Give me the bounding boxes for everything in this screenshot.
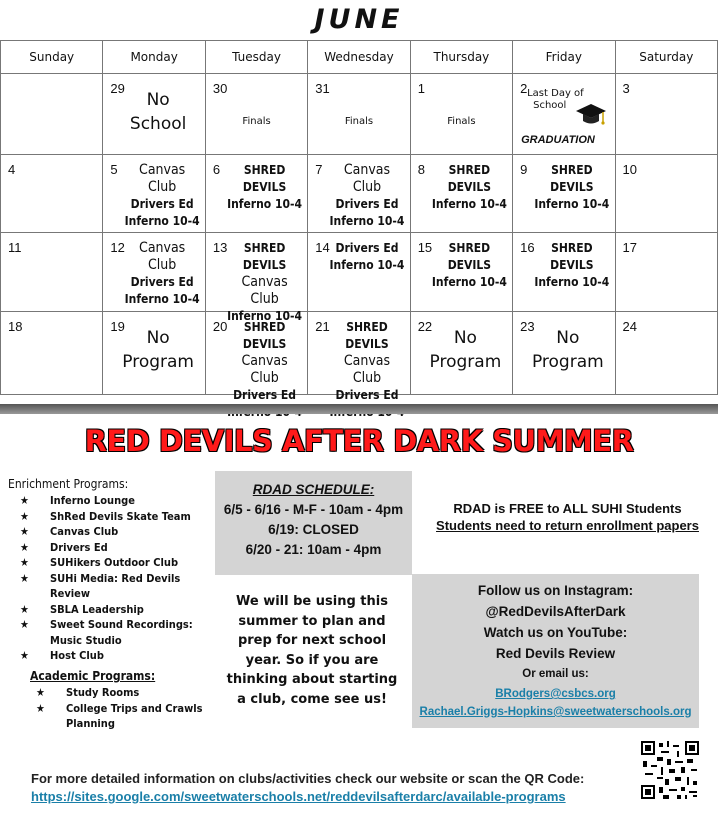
day-number: 23 bbox=[520, 319, 535, 334]
activity-list bbox=[328, 162, 405, 230]
activity-item: Drivers Ed bbox=[130, 275, 194, 289]
schedule-title: RDAD SCHEDULE: bbox=[252, 482, 375, 497]
activity-list bbox=[533, 240, 610, 291]
no-program-line: Program bbox=[429, 352, 502, 372]
calendar-day[interactable] bbox=[103, 74, 205, 155]
activity-item: SHRED DEVILS bbox=[550, 241, 594, 272]
day-number: 19 bbox=[110, 319, 125, 334]
program-item: ★ Drivers Ed bbox=[20, 540, 218, 556]
calendar-day[interactable] bbox=[103, 312, 205, 395]
graduation-cap-icon bbox=[575, 102, 607, 128]
day-number: 12 bbox=[110, 240, 125, 255]
day-number: 7 bbox=[315, 162, 323, 177]
calendar-day[interactable] bbox=[615, 74, 717, 155]
day-number: 1 bbox=[417, 81, 425, 96]
email-link-1[interactable]: BRodgers@csbcs.org bbox=[495, 688, 616, 700]
calendar-day[interactable] bbox=[513, 312, 615, 395]
instagram-handle[interactable]: @RedDevilsAfterDark bbox=[485, 604, 626, 619]
finals-note: Finals bbox=[242, 116, 271, 127]
activity-item: Canvas Club bbox=[343, 162, 391, 195]
calendar-day[interactable] bbox=[513, 155, 615, 233]
weekday-header: Sunday bbox=[1, 41, 103, 74]
weekday-header: Wednesday bbox=[308, 41, 410, 74]
calendar-day[interactable] bbox=[410, 155, 512, 233]
calendar-day[interactable] bbox=[308, 233, 410, 312]
day-number: 30 bbox=[212, 81, 228, 96]
activity-item: SHRED DEVILS bbox=[242, 320, 287, 351]
activity-item: SHRED DEVILS bbox=[447, 163, 492, 194]
activity-item: Inferno 10-4 bbox=[329, 214, 405, 228]
activity-list bbox=[431, 240, 508, 291]
calendar-day[interactable] bbox=[615, 312, 717, 395]
plan-message: We will be using this summer to plan and prep for next school year. So if you are thinking about starting a club, come see us! bbox=[226, 594, 398, 707]
weekday-header: Tuesday bbox=[205, 41, 307, 74]
email-link-2[interactable]: Rachael.Griggs-Hopkins@sweetwaterschools.org bbox=[419, 706, 692, 718]
free-notice bbox=[425, 500, 710, 534]
enrichment-title: Enrichment Programs: bbox=[8, 477, 129, 491]
activity-item: Inferno 10-4 bbox=[124, 292, 200, 306]
program-item: ★ SUHi Media: Red Devils Review bbox=[20, 571, 218, 602]
no-program-line: Program bbox=[122, 352, 194, 372]
activity-item: Drivers Ed bbox=[130, 197, 194, 211]
activity-item: Inferno 10-4 bbox=[227, 309, 303, 323]
finals-note: Finals bbox=[344, 116, 374, 127]
schedule-line: 6/19: CLOSED bbox=[268, 522, 359, 537]
program-item: ★ Study Rooms bbox=[36, 685, 220, 701]
day-number: 15 bbox=[417, 240, 433, 255]
email-label: Or email us: bbox=[522, 668, 589, 680]
calendar-day[interactable] bbox=[205, 233, 307, 323]
day-number: 22 bbox=[417, 319, 433, 334]
activity-item: SHRED DEVILS bbox=[242, 163, 287, 194]
day-number: 21 bbox=[315, 319, 330, 334]
activity-item: Inferno 10-4 bbox=[534, 275, 610, 289]
calendar-day[interactable] bbox=[410, 233, 512, 312]
no-program-line: School bbox=[129, 114, 187, 134]
banner-title: RED DEVILS AFTER DARK SUMMER bbox=[84, 424, 634, 458]
calendar-day[interactable] bbox=[1, 155, 103, 233]
program-item: ★ Canvas Club bbox=[20, 524, 218, 540]
day-number: 29 bbox=[110, 81, 125, 96]
weekday-header-row bbox=[1, 41, 718, 74]
finals-note: Finals bbox=[447, 116, 476, 127]
activity-item: Canvas Club bbox=[241, 353, 288, 386]
day-number: 14 bbox=[315, 240, 330, 255]
academic-title: Academic Programs: bbox=[30, 669, 156, 683]
program-item: ★ SBLA Leadership bbox=[20, 602, 218, 618]
section-divider bbox=[0, 404, 718, 414]
calendar-grid bbox=[0, 40, 718, 402]
calendar-day[interactable] bbox=[205, 312, 307, 402]
day-number: 2 bbox=[520, 81, 528, 96]
program-item: ★ College Trips and Crawls Planning bbox=[36, 701, 220, 732]
schedule-line: 6/5 - 6/16 - M-F - 10am - 4pm bbox=[223, 502, 404, 517]
qr-code-icon[interactable] bbox=[641, 741, 699, 799]
last-day-line: Last Day of bbox=[527, 88, 584, 99]
calendar-day[interactable] bbox=[410, 312, 512, 395]
activity-item: Inferno 10-4 bbox=[227, 197, 303, 211]
activity-item: SHRED DEVILS bbox=[550, 163, 594, 194]
day-number: 16 bbox=[520, 240, 535, 255]
day-number: 13 bbox=[212, 240, 228, 255]
activity-item: Canvas Club bbox=[343, 353, 391, 386]
activity-item: Inferno 10-4 bbox=[431, 197, 507, 211]
program-item: ★ SUHikers Outdoor Club bbox=[20, 555, 218, 571]
day-number: 8 bbox=[417, 162, 425, 177]
weekday-header: Friday bbox=[513, 41, 615, 74]
activity-list bbox=[533, 162, 610, 213]
no-program-line: Program bbox=[531, 352, 604, 372]
day-number: 6 bbox=[212, 162, 221, 177]
day-number: 3 bbox=[622, 81, 630, 96]
activity-item: Drivers Ed bbox=[233, 388, 297, 402]
calendar-day[interactable] bbox=[308, 155, 410, 233]
calendar-day[interactable] bbox=[103, 233, 205, 312]
activity-item: Canvas Club bbox=[139, 240, 186, 273]
calendar-week bbox=[1, 312, 718, 395]
no-program-note bbox=[115, 88, 200, 136]
program-item: ★ Host Club bbox=[20, 648, 218, 664]
activity-item: Inferno 10-4 bbox=[329, 258, 405, 272]
calendar-day[interactable] bbox=[205, 74, 307, 155]
no-program-line: No bbox=[556, 328, 580, 348]
program-item: ★ Sweet Sound Recordings: Music Studio bbox=[20, 617, 218, 648]
day-number: 18 bbox=[8, 319, 23, 334]
day-number: 17 bbox=[622, 240, 637, 255]
academic-programs bbox=[30, 669, 220, 732]
last-day-line: School bbox=[533, 100, 567, 111]
day-number: 5 bbox=[110, 162, 118, 177]
activity-item: Canvas Club bbox=[139, 162, 186, 195]
calendar-day[interactable] bbox=[205, 155, 307, 233]
activity-item: Drivers Ed bbox=[335, 388, 399, 402]
activity-item: SHRED DEVILS bbox=[447, 241, 492, 272]
youtube-label: Watch us on YouTube: bbox=[483, 625, 628, 640]
footer-text: For more detailed information on clubs/activities check our website or scan the QR Code: bbox=[31, 771, 585, 786]
weekday-header: Thursday bbox=[410, 41, 512, 74]
calendar-day[interactable] bbox=[410, 74, 512, 155]
day-number: 24 bbox=[622, 319, 637, 334]
activity-item: SHRED DEVILS bbox=[345, 320, 389, 351]
academic-list bbox=[30, 685, 220, 732]
activity-list bbox=[123, 162, 200, 230]
calendar-week bbox=[1, 74, 718, 155]
calendar-day[interactable] bbox=[615, 233, 717, 312]
activity-item: Drivers Ed bbox=[335, 241, 399, 255]
calendar-week bbox=[1, 155, 718, 233]
social-box bbox=[412, 574, 699, 728]
program-item: ★ ShRed Devils Skate Team bbox=[20, 509, 218, 525]
program-item: ★ Inferno Lounge bbox=[20, 493, 218, 509]
enrichment-programs bbox=[8, 477, 218, 664]
no-program-note bbox=[525, 326, 610, 374]
graduation-label: GRADUATION bbox=[521, 134, 595, 146]
activity-item: Drivers Ed bbox=[335, 197, 399, 211]
activity-list bbox=[226, 162, 303, 213]
footer bbox=[31, 770, 641, 806]
calendar-day[interactable] bbox=[103, 155, 205, 233]
youtube-channel[interactable]: Red Devils Review bbox=[495, 646, 616, 661]
day-number: 10 bbox=[622, 162, 637, 177]
day-number: 11 bbox=[8, 240, 22, 255]
calendar-day[interactable] bbox=[615, 155, 717, 233]
calendar-day[interactable] bbox=[1, 233, 103, 312]
day-number: 20 bbox=[212, 319, 228, 334]
enrollment-note: Students need to return enrollment papers bbox=[436, 518, 699, 533]
month-title: JUNE bbox=[314, 4, 404, 35]
activity-list bbox=[431, 162, 508, 213]
calendar-day[interactable] bbox=[308, 74, 410, 155]
calendar-day[interactable] bbox=[1, 74, 103, 155]
website-link[interactable]: https://sites.google.com/sweetwaterschools.net/reddevilsafterdarc/available-programs bbox=[31, 789, 566, 804]
activity-item: Inferno 10-4 bbox=[124, 214, 200, 228]
weekday-header: Saturday bbox=[615, 41, 717, 74]
weekday-header: Monday bbox=[103, 41, 205, 74]
activity-item: SHRED DEVILS bbox=[242, 241, 287, 272]
no-program-line: No bbox=[146, 90, 170, 110]
day-number: 31 bbox=[315, 81, 330, 96]
no-program-line: No bbox=[453, 328, 477, 348]
enrichment-list bbox=[8, 493, 218, 664]
calendar-week bbox=[1, 233, 718, 312]
no-program-note bbox=[423, 326, 508, 374]
free-line: RDAD is FREE to ALL SUHI Students bbox=[453, 501, 682, 516]
instagram-label: Follow us on Instagram: bbox=[477, 583, 634, 598]
schedule-box bbox=[215, 471, 412, 575]
no-program-line: No bbox=[146, 328, 170, 348]
activity-list bbox=[328, 240, 405, 274]
calendar-day[interactable] bbox=[513, 233, 615, 312]
calendar-day[interactable] bbox=[308, 312, 410, 402]
calendar-day[interactable] bbox=[1, 312, 103, 395]
activity-item: Inferno 10-4 bbox=[431, 275, 507, 289]
activity-item: Canvas Club bbox=[241, 274, 288, 307]
no-program-note bbox=[115, 326, 200, 374]
activity-item: Inferno 10-4 bbox=[534, 197, 610, 211]
calendar-day[interactable] bbox=[513, 74, 615, 155]
day-number: 4 bbox=[8, 162, 16, 177]
schedule-line: 6/20 - 21: 10am - 4pm bbox=[245, 542, 382, 557]
day-number: 9 bbox=[520, 162, 528, 177]
activity-list bbox=[123, 240, 200, 308]
